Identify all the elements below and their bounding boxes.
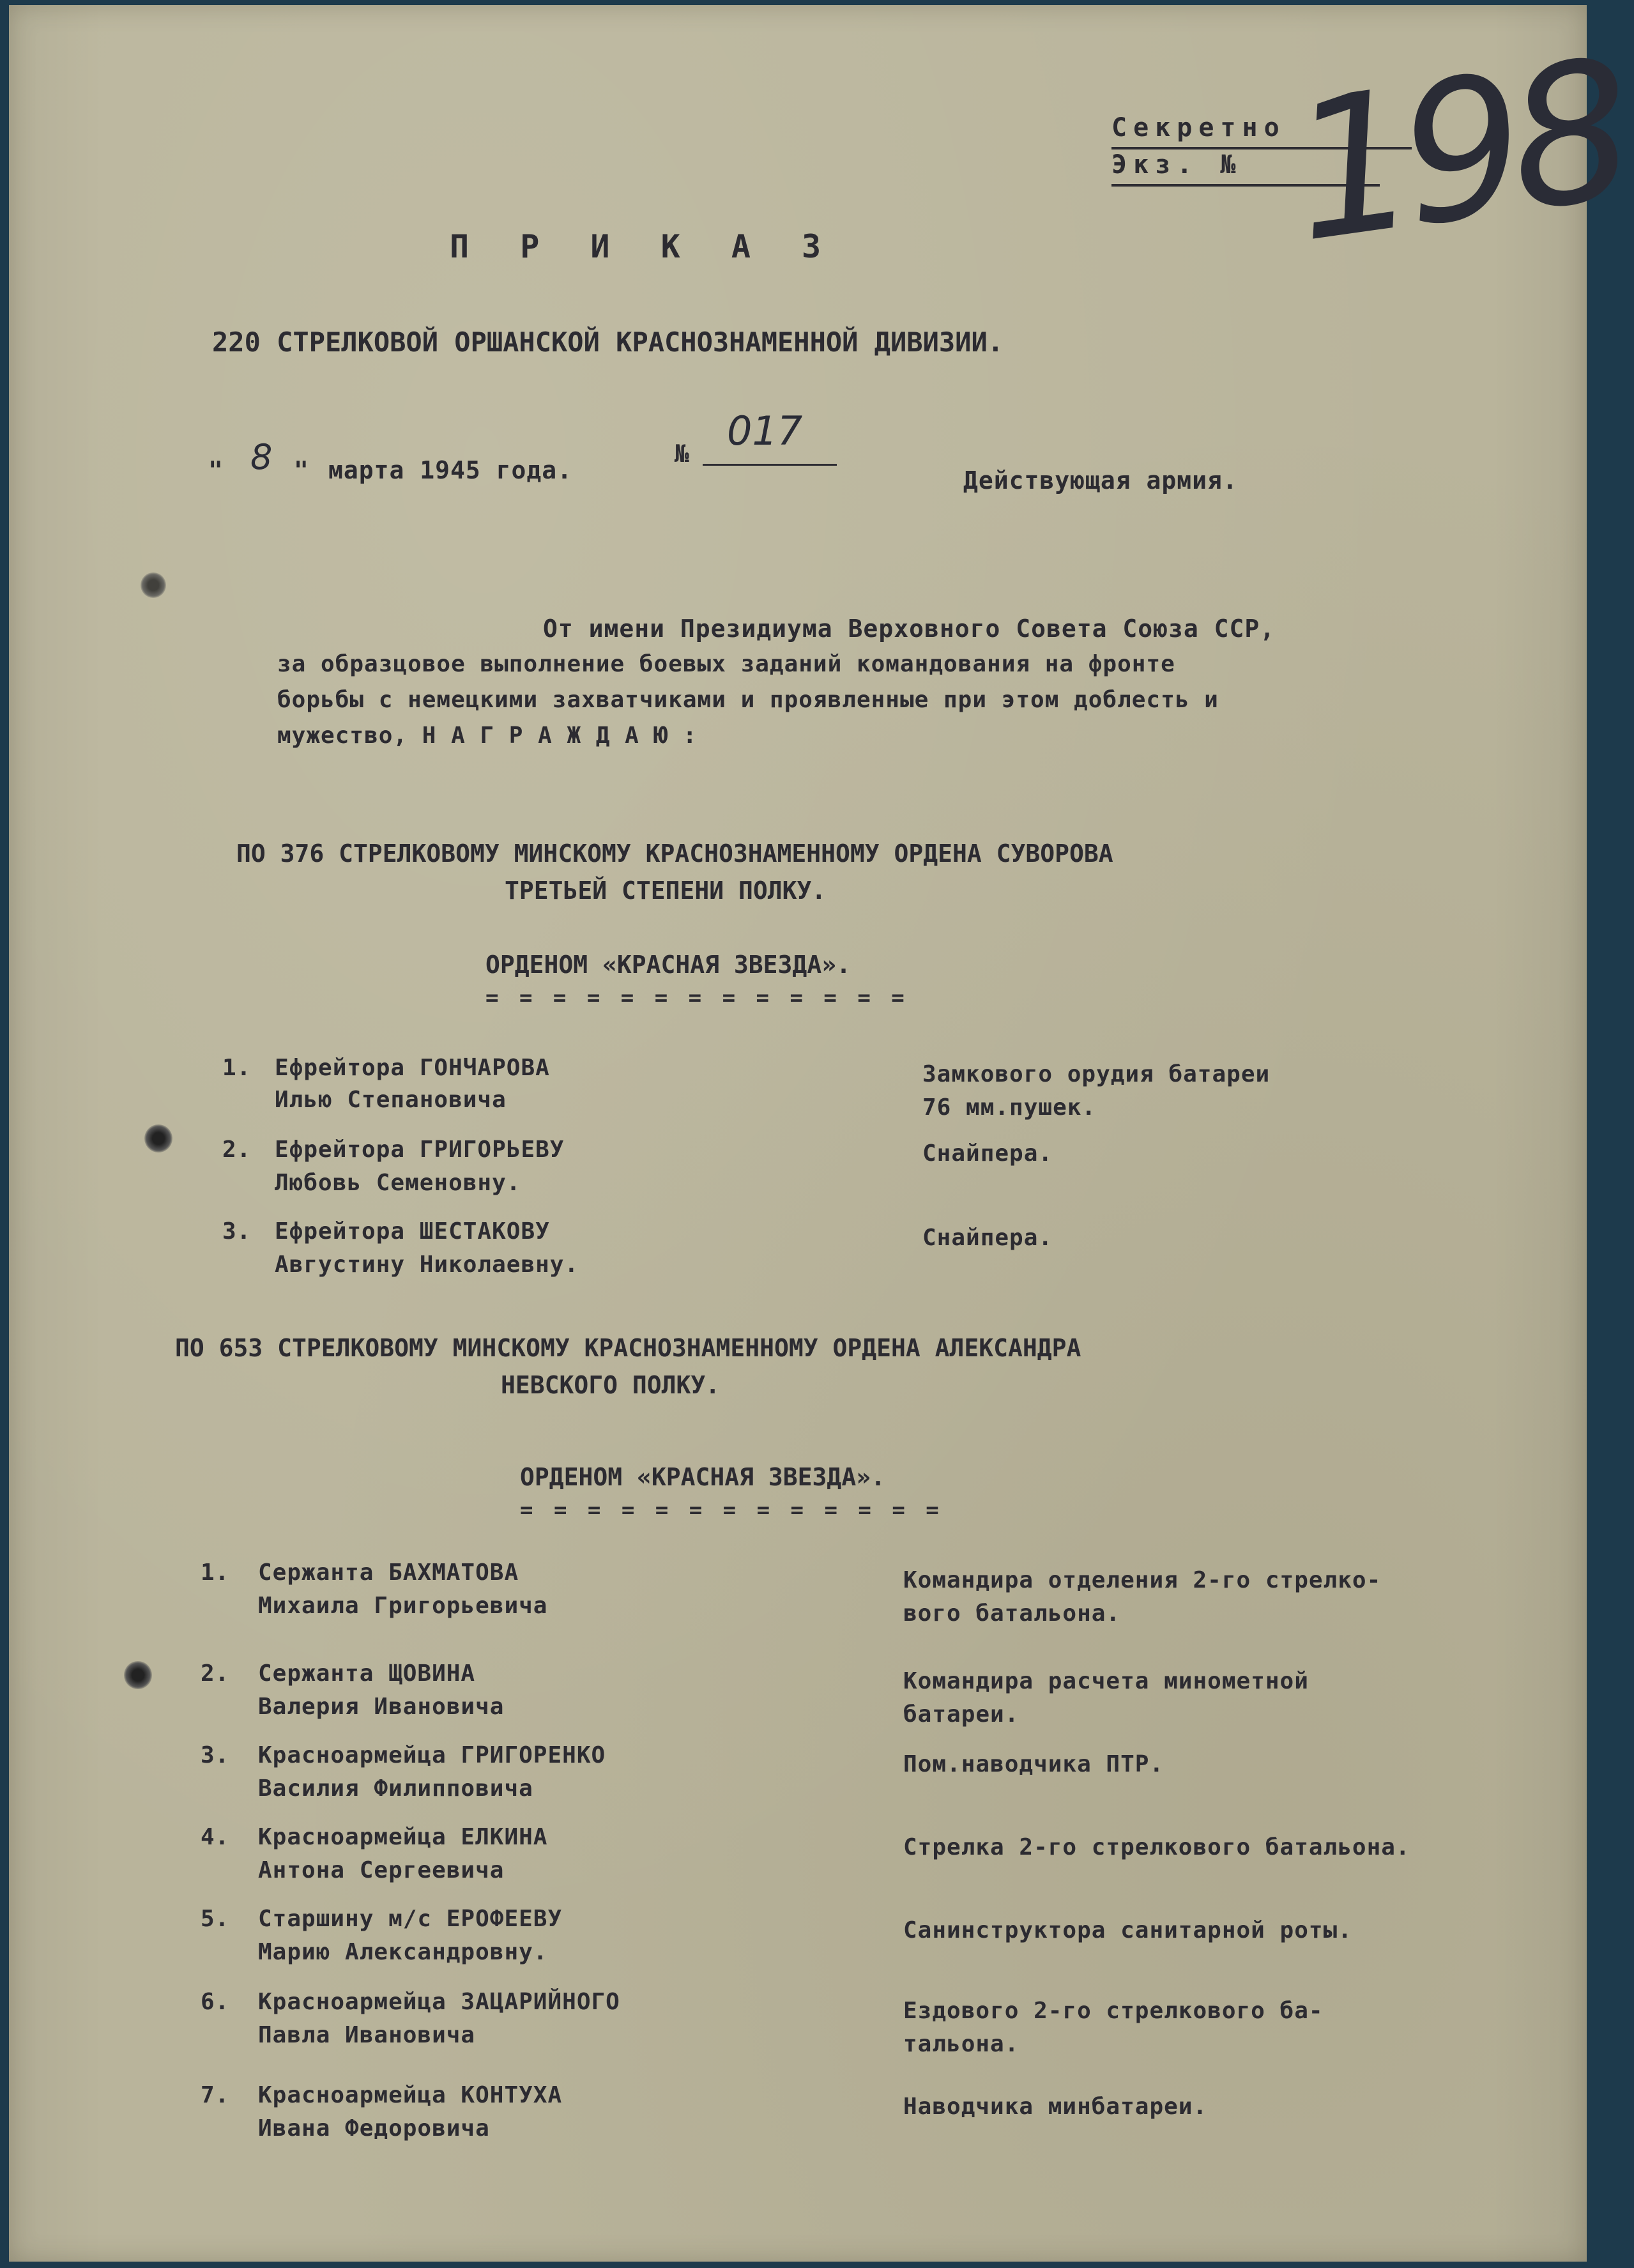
awardee-number: 1. — [201, 1559, 230, 1586]
division-name: 220 СТРЕЛКОВОЙ ОРШАНСКОЙ КРАСНОЗНАМЕННОЙ ДИВИЗИИ. — [212, 326, 1004, 358]
date-month-year: марта 1945 года. — [328, 456, 573, 484]
awardee-position: Снайпера. — [922, 1140, 1053, 1167]
date-open-quote: " — [208, 456, 224, 484]
awardee-number: 5. — [201, 1906, 230, 1932]
awardee-given-names: Антона Сергеевича — [258, 1857, 505, 1883]
awardee-rank-surname: Ефрейтора ГРИГОРЬЕВУ — [275, 1137, 565, 1163]
preamble-line-2: за образцовое выполнение боевых заданий командования на фронте — [277, 651, 1175, 677]
punch-hole — [124, 1661, 152, 1689]
awardee-given-names: Августину Николаевну. — [275, 1252, 579, 1278]
order-number: 017 — [727, 408, 803, 454]
awardee-given-names: Любовь Семеновну. — [275, 1170, 521, 1196]
awardee-position: Наводчика минбатареи. — [903, 2094, 1208, 2120]
awardee-rank-surname: Красноармейца ГРИГОРЕНКО — [258, 1742, 606, 1768]
awardee-position: Стрелка 2-го стрелкового батальона. — [903, 1834, 1410, 1860]
awardee-rank-surname: Старшину м/с ЕРОФЕЕВУ — [258, 1906, 563, 1932]
preamble-line-1: От имени Президиума Верховного Совета Союза ССР, — [543, 615, 1276, 643]
order-number-underline — [703, 464, 837, 466]
awardee-number: 1. — [222, 1055, 252, 1081]
copy-number-label: Экз. № — [1111, 150, 1242, 180]
awardee-given-names: Павла Ивановича — [258, 2022, 476, 2048]
section-2-regiment-line-1: ПО 653 СТРЕЛКОВОМУ МИНСКОМУ КРАСНОЗНАМЕННОМУ ОРДЕНА АЛЕКСАНДРА — [175, 1334, 1081, 1362]
order-number-label: № — [675, 440, 690, 468]
awardee-number: 3. — [201, 1742, 230, 1768]
preamble-line-3: борьбы с немецкими захватчиками и проявленные при этом доблесть и — [277, 687, 1219, 713]
punch-hole — [144, 1124, 172, 1153]
awardee-number: 3. — [222, 1218, 252, 1245]
awardee-number: 6. — [201, 1989, 230, 2015]
section-1-regiment-line-1: ПО 376 СТРЕЛКОВОМУ МИНСКОМУ КРАСНОЗНАМЕННОМУ ОРДЕНА СУВОРОВА — [236, 839, 1113, 868]
awardee-position-cont: вого батальона. — [903, 1600, 1121, 1627]
handwritten-archive-number: 198 — [1279, 19, 1634, 285]
section-1-order-name: ОРДЕНОМ «КРАСНАЯ ЗВЕЗДА». — [485, 951, 851, 979]
awardee-rank-surname: Красноармейца КОНТУХА — [258, 2082, 563, 2108]
place-label: Действующая армия. — [963, 466, 1238, 494]
section-1-regiment-line-2: ТРЕТЬЕЙ СТЕПЕНИ ПОЛКУ. — [505, 877, 827, 905]
awardee-rank-surname: Красноармейца ЕЛКИНА — [258, 1824, 548, 1850]
awardee-number: 2. — [201, 1660, 230, 1687]
awardee-given-names: Василия Филипповича — [258, 1775, 533, 1802]
date-close-quote: " — [294, 456, 309, 484]
awardee-given-names: Марию Александровну. — [258, 1939, 548, 1965]
awardee-number: 7. — [201, 2082, 230, 2108]
awardee-rank-surname: Красноармейца ЗАЦАРИЙНОГО — [258, 1989, 620, 2015]
awardee-rank-surname: Ефрейтора ГОНЧАРОВА — [275, 1055, 550, 1081]
section-2-order-underline: = = = = = = = = = = = = = — [520, 1498, 943, 1523]
awardee-position: Пом.наводчика ПТР. — [903, 1751, 1164, 1777]
section-1-order-underline: = = = = = = = = = = = = = — [485, 985, 908, 1011]
awardee-position-cont: 76 мм.пушек. — [922, 1094, 1097, 1121]
awardee-position: Командира отделения 2-го стрелко- — [903, 1567, 1382, 1593]
awardee-given-names: Ивана Федоровича — [258, 2115, 490, 2142]
awardee-position: Ездового 2-го стрелкового ба- — [903, 1998, 1324, 2024]
awardee-position: Снайпера. — [922, 1225, 1053, 1251]
awardee-given-names: Илью Степановича — [275, 1087, 507, 1113]
section-2-order-name: ОРДЕНОМ «КРАСНАЯ ЗВЕЗДА». — [520, 1463, 885, 1491]
awardee-rank-surname: Сержанта ЩОВИНА — [258, 1660, 476, 1687]
awardee-position: Командира расчета минометной — [903, 1668, 1309, 1694]
document-title: П Р И К А З — [450, 228, 824, 265]
awardee-position-cont: батареи. — [903, 1701, 1019, 1728]
awardee-given-names: Михаила Григорьевича — [258, 1593, 548, 1619]
awardee-position: Санинструктора санитарной роты. — [903, 1917, 1352, 1943]
section-2-regiment-line-2: НЕВСКОГО ПОЛКУ. — [501, 1371, 721, 1399]
awardee-rank-surname: Ефрейтора ШЕСТАКОВУ — [275, 1218, 550, 1245]
punch-hole — [141, 572, 166, 598]
awardee-rank-surname: Сержанта БАХМАТОВА — [258, 1559, 519, 1586]
secrecy-label: Секретно — [1111, 113, 1286, 142]
awardee-position: Замкового орудия батареи — [922, 1061, 1271, 1087]
awardee-given-names: Валерия Ивановича — [258, 1694, 505, 1720]
awardee-number: 2. — [222, 1137, 252, 1163]
document-page — [9, 5, 1634, 2262]
date-day: 8 — [250, 437, 273, 477]
awardee-position-cont: тальона. — [903, 2031, 1019, 2057]
awardee-number: 4. — [201, 1824, 230, 1850]
preamble-line-4: мужество, Н А Г Р А Ж Д А Ю : — [277, 723, 698, 749]
